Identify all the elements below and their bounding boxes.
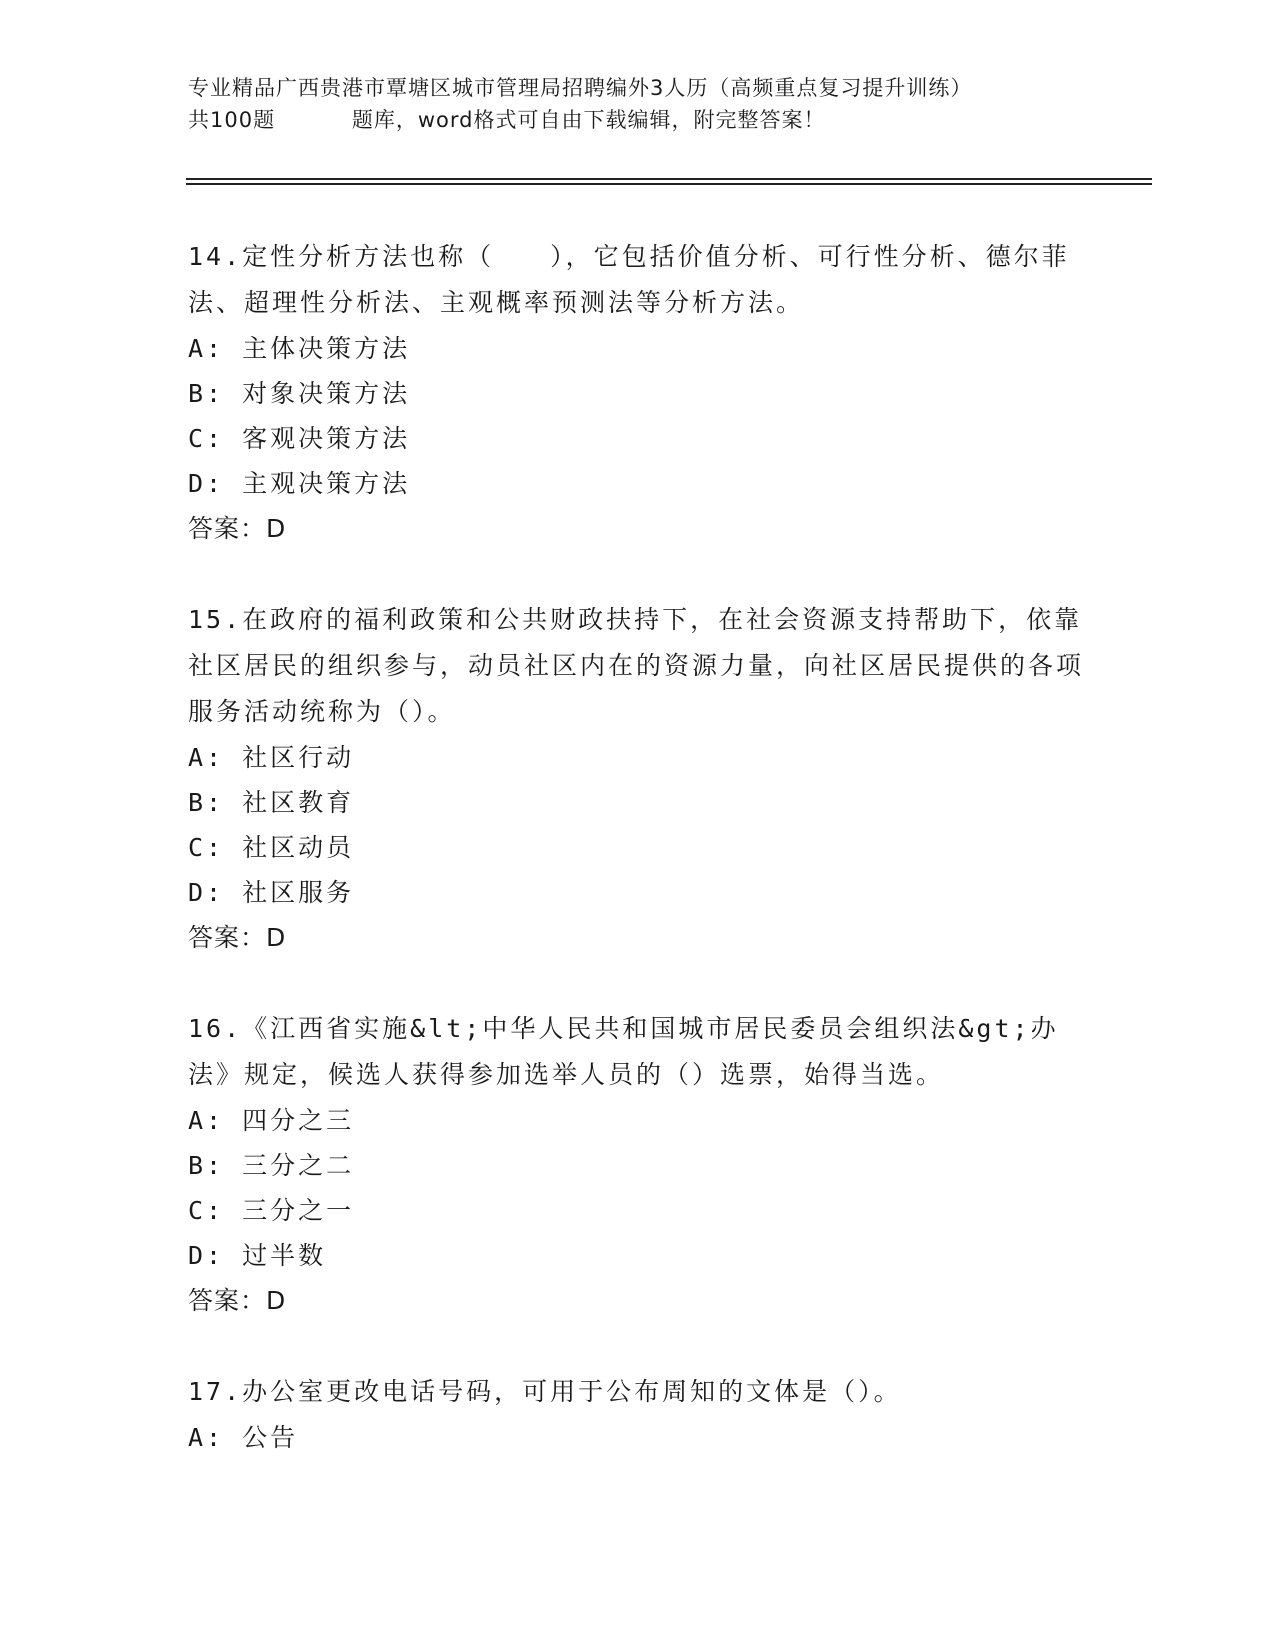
option-b: B: 三分之二 xyxy=(188,1151,355,1180)
answer: 答案：D xyxy=(188,923,287,952)
question-16 xyxy=(188,1006,1088,1324)
option-d: D: 主观决策方法 xyxy=(188,469,411,498)
option-a: A: 四分之三 xyxy=(188,1106,355,1135)
header-divider-top xyxy=(186,178,1152,180)
question-15 xyxy=(188,597,1088,961)
document-header xyxy=(188,72,1088,136)
question-17 xyxy=(188,1369,1088,1460)
option-d: D: 过半数 xyxy=(188,1241,327,1270)
option-b: B: 对象决策方法 xyxy=(188,379,411,408)
answer: 答案：D xyxy=(188,1286,287,1315)
header-divider-bottom xyxy=(186,183,1152,185)
question-list xyxy=(188,234,1088,1505)
question-text: 17.办公室更改电话号码，可用于公布周知的文体是（）。 xyxy=(188,1377,902,1406)
option-b: B: 社区教育 xyxy=(188,788,355,817)
option-c: C: 三分之一 xyxy=(188,1196,355,1225)
header-title-line: 专业精品广西贵港市覃塘区城市管理局招聘编外3人历（高频重点复习提升训练） xyxy=(188,76,973,100)
option-a: A: 主体决策方法 xyxy=(188,334,411,363)
question-text: 16.《江西省实施&lt;中华人民共和国城市居民委员会组织法&gt;办法》规定，候选人获得参加选举人员的（）选票，始得当选。 xyxy=(188,1014,1059,1089)
option-c: C: 社区动员 xyxy=(188,833,355,862)
option-d: D: 社区服务 xyxy=(188,878,355,907)
question-text: 14.定性分析方法也称（ ），它包括价值分析、可行性分析、德尔菲法、超理性分析法、主观概率预测法等分析方法。 xyxy=(188,242,1070,317)
answer: 答案：D xyxy=(188,514,287,543)
option-a: A: 社区行动 xyxy=(188,743,355,772)
question-14 xyxy=(188,234,1088,552)
question-text: 15.在政府的福利政策和公共财政扶持下，在社会资源支持帮助下，依靠社区居民的组织参与，动员社区内在的资源力量，向社区居民提供的各项服务活动统称为（）。 xyxy=(188,605,1085,726)
header-subtitle-line: 共100题 题库，word格式可自由下载编辑，附完整答案！ xyxy=(188,108,826,132)
option-c: C: 客观决策方法 xyxy=(188,424,411,453)
option-a: A: 公告 xyxy=(188,1423,299,1452)
